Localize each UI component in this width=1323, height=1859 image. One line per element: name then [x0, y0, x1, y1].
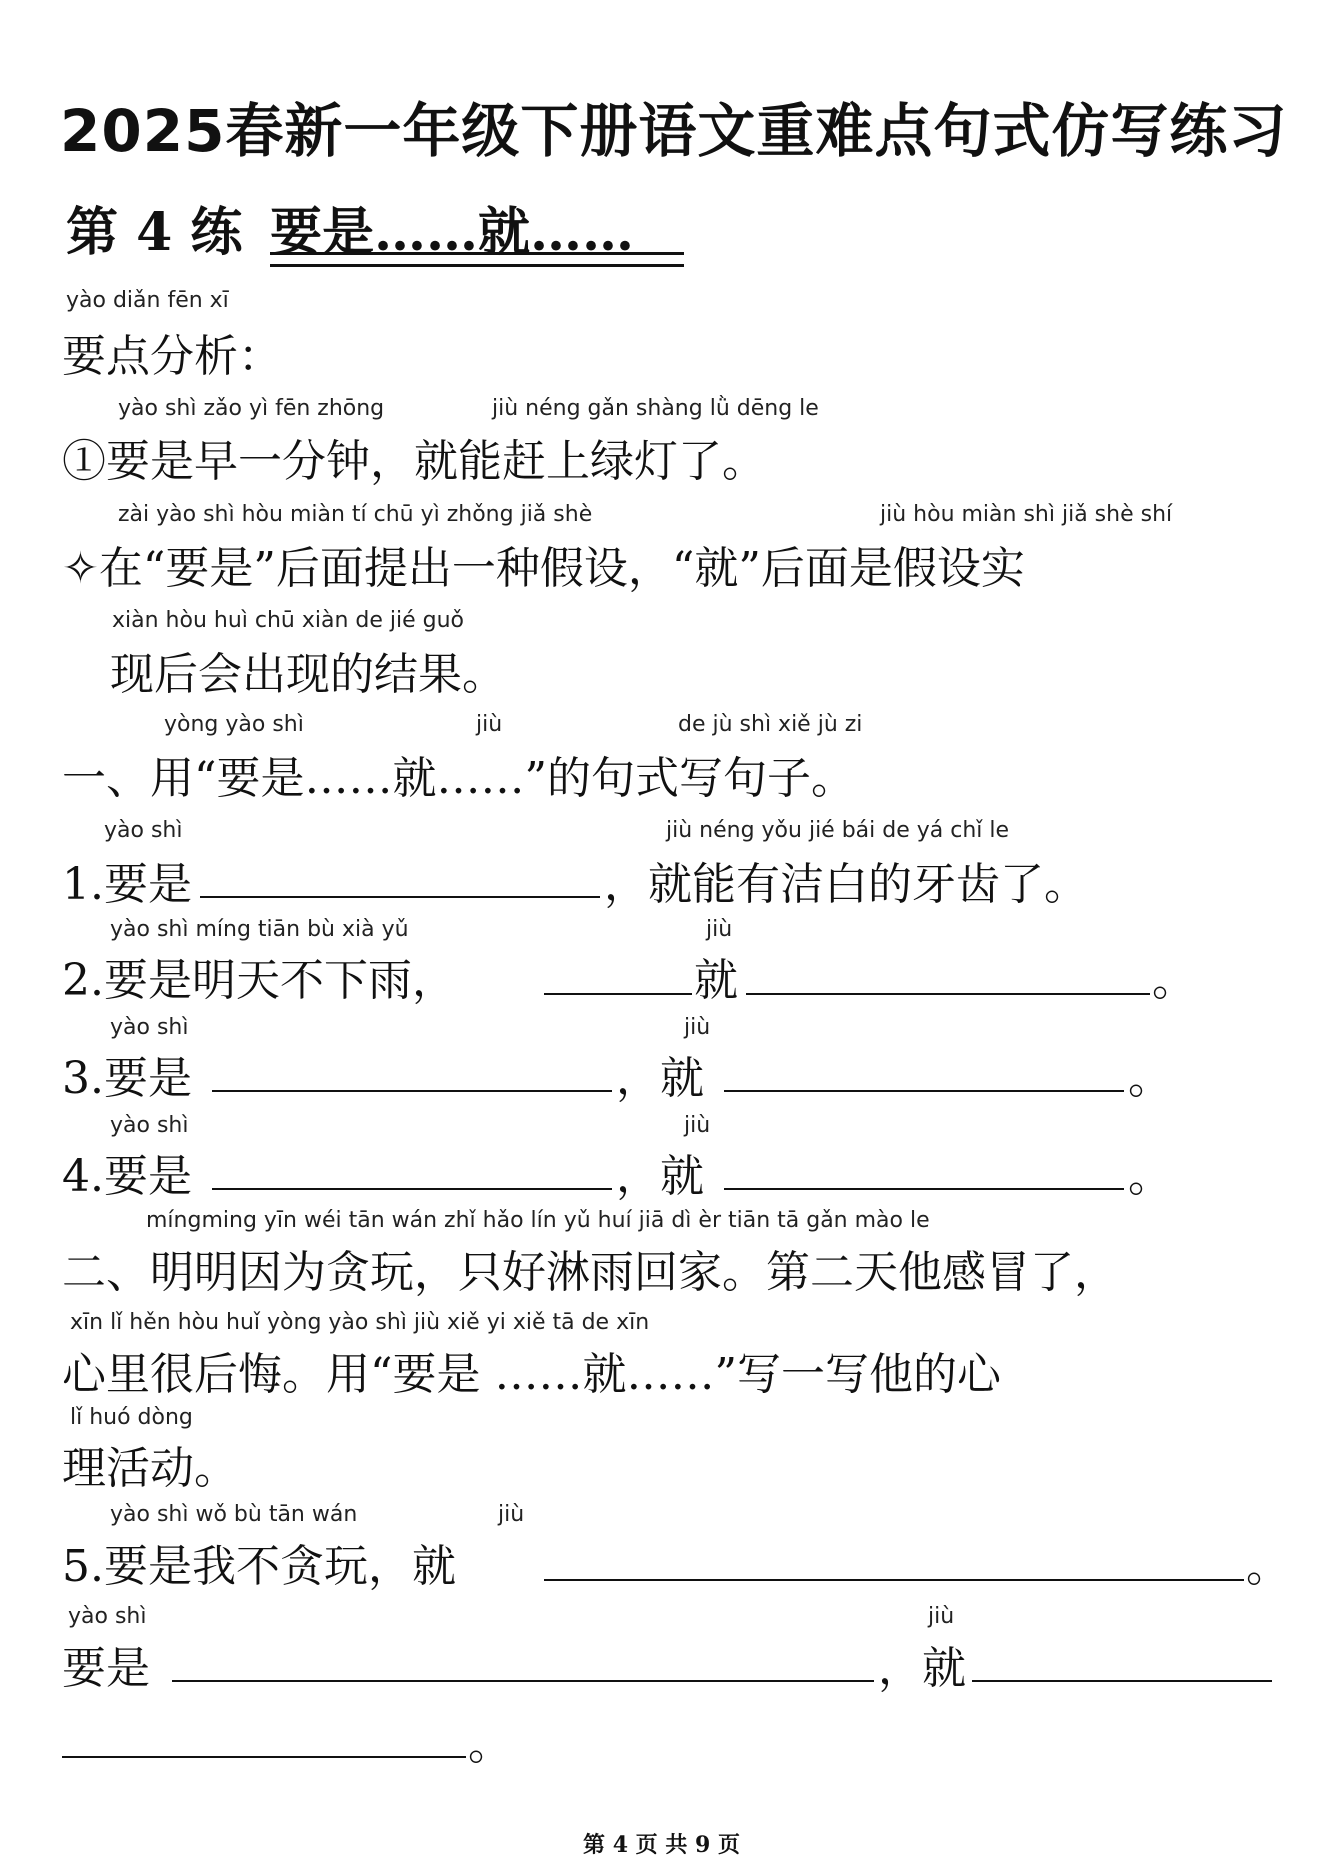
worksheet-title: 2025春新一年级下册语文重难点句式仿写练习: [60, 97, 1288, 165]
item6-pinyin-1: yào shì: [68, 1604, 147, 1629]
section1-pinyin-1: yòng yào shì: [164, 712, 304, 737]
item5-blank[interactable]: [544, 1579, 1244, 1581]
item2-pinyin-b: jiù: [706, 917, 733, 942]
item6-blank-c[interactable]: [62, 1756, 466, 1758]
item2-pinyin-a: yào shì míng tiān bù xià yǔ: [110, 917, 409, 942]
item1-blank[interactable]: [200, 896, 600, 898]
example-pinyin-2: jiù néng gǎn shàng lǜ dēng le: [492, 396, 819, 421]
section1-heading: 一、用“要是……就……”的句式写句子。: [62, 753, 855, 804]
item1-middle: ，就能有洁白的牙齿了。: [604, 859, 1088, 910]
item2-end: 。: [1152, 955, 1196, 1006]
item6-blank-b[interactable]: [972, 1680, 1272, 1682]
example-sentence: ①要是早一分钟，就能赶上绿灯了。: [62, 436, 766, 487]
item1-pinyin-b: jiù néng yǒu jié bái de yá chǐ le: [666, 818, 1010, 843]
section1-pinyin-3: de jù shì xiě jù zi: [678, 712, 863, 737]
item4-pinyin-b: jiù: [684, 1113, 711, 1138]
item3-middle: ，就: [616, 1053, 704, 1104]
item4-end: 。: [1128, 1151, 1172, 1202]
item5-end: 。: [1246, 1541, 1290, 1592]
item6-end: 。: [468, 1719, 512, 1770]
section1-pinyin-2: jiù: [476, 712, 503, 737]
page-number: 第 4 页 共 9 页: [583, 1832, 740, 1858]
analysis-heading: 要点分析：: [62, 331, 282, 382]
note-pinyin-2: jiù hòu miàn shì jiǎ shè shí: [880, 502, 1173, 527]
item6-middle: ，就: [878, 1643, 966, 1694]
example-pinyin-1: yào shì zǎo yì fēn zhōng: [118, 396, 385, 421]
note-pinyin-3: xiàn hòu huì chū xiàn de jié guǒ: [112, 608, 465, 633]
item5-pinyin-2: jiù: [498, 1502, 525, 1527]
section2-line-1: 二、明明因为贪玩，只好淋雨回家。第二天他感冒了，: [62, 1247, 1118, 1298]
item4-prefix: 4.要是: [62, 1151, 192, 1202]
item3-blank-a[interactable]: [212, 1090, 612, 1092]
note-line-2: 现后会出现的结果。: [110, 649, 506, 700]
item2-blank-a[interactable]: [544, 993, 692, 995]
item6-blank-a[interactable]: [172, 1680, 874, 1682]
item2-middle: 就: [694, 955, 738, 1006]
note-line-1: ✧在“要是”后面提出一种假设，“就”后面是假设实: [62, 543, 1025, 594]
section2-pinyin-2: xīn lǐ hěn hòu huǐ yòng yào shì jiù xiě yi xiě tā de xīn: [70, 1310, 650, 1335]
section2-line-3: 理活动。: [62, 1443, 238, 1494]
analysis-heading-pinyin: yào diǎn fēn xī: [66, 288, 229, 313]
section2-line-2: 心里很后悔。用“要是 ……就……”写一写他的心: [62, 1349, 1001, 1400]
item3-pinyin-b: jiù: [684, 1015, 711, 1040]
section2-pinyin-1: míngming yīn wéi tān wán zhǐ hǎo lín yǔ huí jiā dì èr tiān tā gǎn mào le: [146, 1208, 930, 1233]
item4-blank-b[interactable]: [724, 1188, 1124, 1190]
item2-blank-b[interactable]: [746, 993, 1150, 995]
item4-pinyin-a: yào shì: [110, 1113, 189, 1138]
item5-prefix: 5.要是我不贪玩，就: [62, 1541, 456, 1592]
item4-blank-a[interactable]: [212, 1188, 612, 1190]
item3-blank-b[interactable]: [724, 1090, 1124, 1092]
item3-end: 。: [1128, 1053, 1172, 1104]
section2-pinyin-3: lǐ huó dòng: [70, 1405, 193, 1430]
item1-pinyin-a: yào shì: [104, 818, 183, 843]
item3-prefix: 3.要是: [62, 1053, 192, 1104]
item4-middle: ，就: [616, 1151, 704, 1202]
item1-prefix: 1.要是: [62, 859, 192, 910]
item6-prefix: 要是: [62, 1643, 150, 1694]
item6-pinyin-2: jiù: [928, 1604, 955, 1629]
item5-pinyin-1: yào shì wǒ bù tān wán: [110, 1502, 358, 1527]
item3-pinyin-a: yào shì: [110, 1015, 189, 1040]
item2-prefix: 2.要是明天不下雨，: [62, 955, 456, 1006]
note-pinyin-1: zài yào shì hòu miàn tí chū yì zhǒng jiǎ shè: [118, 502, 593, 527]
lesson-topic: 要是……就……: [270, 202, 635, 263]
topic-double-underline: [270, 252, 684, 267]
lesson-label: 第 4 练: [66, 202, 243, 263]
